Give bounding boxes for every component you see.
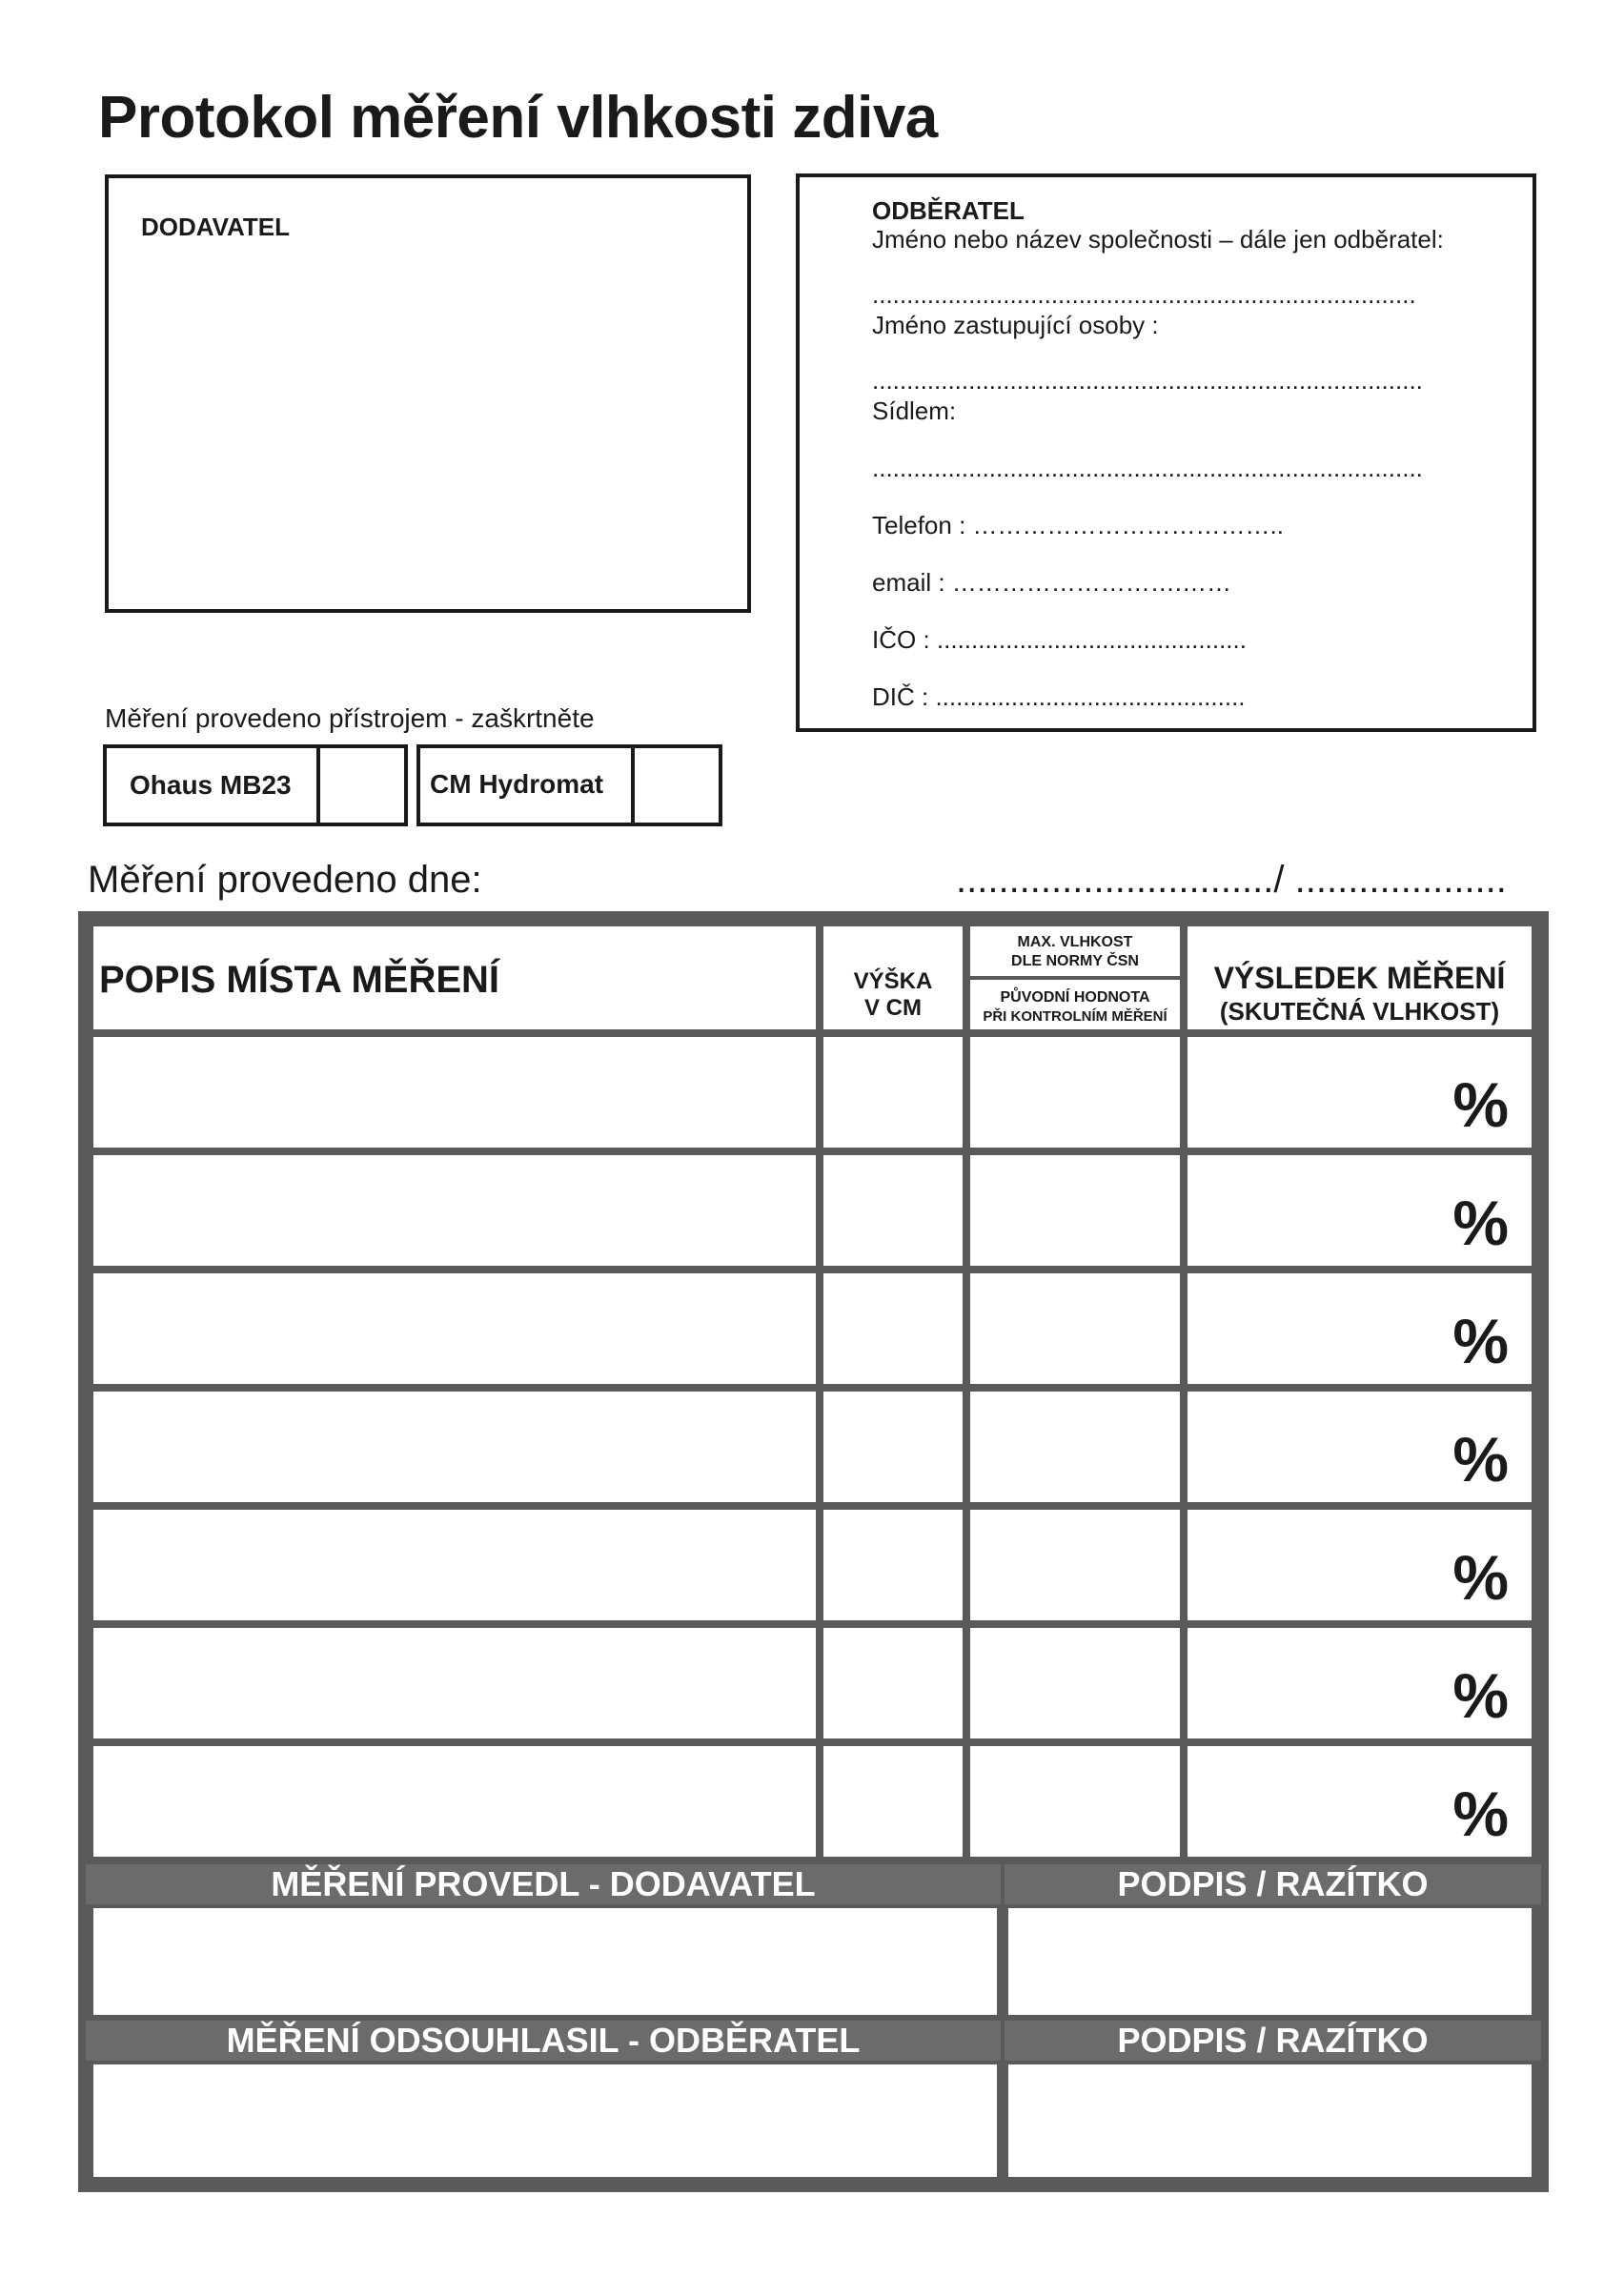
percent-unit: % (1452, 1779, 1509, 1849)
customer-box (796, 173, 1536, 732)
max-moisture-cell[interactable] (970, 1037, 1180, 1148)
header-height (823, 926, 963, 1029)
approved-by-field[interactable] (93, 2064, 997, 2177)
header-result (1188, 926, 1532, 1029)
performed-by-field[interactable] (93, 1908, 997, 2015)
signature-header-2: PODPIS / RAZÍTKO (1005, 2021, 1541, 2061)
height-cell[interactable] (823, 1392, 963, 1502)
percent-unit: % (1452, 1188, 1509, 1258)
height-cell[interactable] (823, 1037, 963, 1148)
instrument-option-label: Ohaus MB23 (107, 748, 320, 823)
customer-rep-prompt: Jméno zastupující osoby : (872, 311, 1159, 339)
header-orig-text-2: PŘI KONTROLNÍM MĚŘENÍ (983, 1008, 1167, 1025)
percent-unit: % (1452, 1660, 1509, 1731)
max-moisture-cell[interactable] (970, 1746, 1180, 1857)
height-cell[interactable] (823, 1273, 963, 1384)
measurement-table (78, 911, 1549, 2192)
description-cell[interactable] (93, 1746, 816, 1857)
result-cell[interactable] (1188, 1037, 1532, 1148)
max-moisture-cell[interactable] (970, 1155, 1180, 1266)
date-label: Měření provedeno dne: (88, 859, 482, 901)
supplier-box[interactable] (105, 174, 751, 613)
header-max-moisture (970, 926, 1180, 976)
description-cell[interactable] (93, 1628, 816, 1738)
header-result-text-1: VÝSLEDEK MĚŘENÍ (1213, 961, 1506, 995)
customer-name-prompt: Jméno nebo název společnosti – dále jen odběratel: (872, 225, 1444, 254)
height-cell[interactable] (823, 1746, 963, 1857)
approved-by-header: MĚŘENÍ ODSOUHLASIL - ODBĚRATEL (86, 2021, 1001, 2061)
percent-unit: % (1452, 1542, 1509, 1613)
percent-unit: % (1452, 1306, 1509, 1376)
max-moisture-cell[interactable] (970, 1510, 1180, 1620)
signature-header-1: PODPIS / RAZÍTKO (1005, 1864, 1541, 1904)
signature-field-1[interactable] (1008, 1908, 1532, 2015)
customer-rep-field[interactable]: ................................................................................ (872, 366, 1423, 395)
header-original-value (970, 980, 1180, 1029)
max-moisture-cell[interactable] (970, 1628, 1180, 1738)
date-field[interactable]: ............................../ .................... (956, 859, 1507, 901)
header-max-text-2: DLE NORMY ČSN (1011, 953, 1139, 969)
percent-unit: % (1452, 1069, 1509, 1140)
description-cell[interactable] (93, 1155, 816, 1266)
result-cell[interactable] (1188, 1273, 1532, 1384)
customer-email-field[interactable]: email : ……………………….…… (872, 568, 1232, 597)
description-cell[interactable] (93, 1392, 816, 1502)
description-cell[interactable] (93, 1510, 816, 1620)
signature-field-2[interactable] (1008, 2064, 1532, 2177)
result-cell[interactable] (1188, 1392, 1532, 1502)
header-height-text-2: V CM (864, 995, 922, 1021)
description-cell[interactable] (93, 1273, 816, 1384)
header-height-text-1: VÝŠKA (853, 968, 933, 994)
max-moisture-cell[interactable] (970, 1392, 1180, 1502)
percent-unit: % (1452, 1424, 1509, 1494)
customer-label: ODBĚRATEL (872, 196, 1025, 225)
instrument-option-label: CM Hydromat (420, 748, 635, 823)
header-orig-text-1: PŮVODNÍ HODNOTA (1000, 989, 1150, 1006)
height-cell[interactable] (823, 1628, 963, 1738)
height-cell[interactable] (823, 1510, 963, 1620)
result-cell[interactable] (1188, 1155, 1532, 1266)
instrument-option-ohaus (103, 744, 408, 826)
customer-seat-prompt: Sídlem: (872, 396, 957, 425)
header-description-text: POPIS MÍSTA MĚŘENÍ (99, 959, 500, 1001)
customer-phone-field[interactable]: Telefon : ……………………………….. (872, 511, 1284, 539)
performed-by-header: MĚŘENÍ PROVEDL - DODAVATEL (86, 1864, 1001, 1904)
result-cell[interactable] (1188, 1510, 1532, 1620)
instrument-checkbox-ohaus[interactable] (316, 748, 404, 823)
customer-seat-field[interactable]: ................................................................................ (872, 454, 1423, 482)
instrument-label: Měření provedeno přístrojem - zaškrtněte (105, 703, 595, 733)
customer-ico-field[interactable]: IČO : ............................................. (872, 625, 1247, 654)
customer-dic-field[interactable]: DIČ : ............................................. (872, 682, 1246, 711)
result-cell[interactable] (1188, 1746, 1532, 1857)
customer-name-field[interactable]: ............................................................................... (872, 280, 1416, 309)
supplier-label: DODAVATEL (141, 213, 290, 241)
instrument-checkbox-hydromat[interactable] (631, 748, 719, 823)
max-moisture-cell[interactable] (970, 1273, 1180, 1384)
result-cell[interactable] (1188, 1628, 1532, 1738)
header-max-text-1: MAX. VLHKOST (1017, 934, 1133, 950)
page-title: Protokol měření vlhkosti zdiva (98, 85, 938, 151)
description-cell[interactable] (93, 1037, 816, 1148)
instrument-option-hydromat (416, 744, 722, 826)
height-cell[interactable] (823, 1155, 963, 1266)
header-description (93, 926, 816, 1029)
header-result-text-2: (SKUTEČNÁ VLHKOST) (1219, 997, 1500, 1026)
